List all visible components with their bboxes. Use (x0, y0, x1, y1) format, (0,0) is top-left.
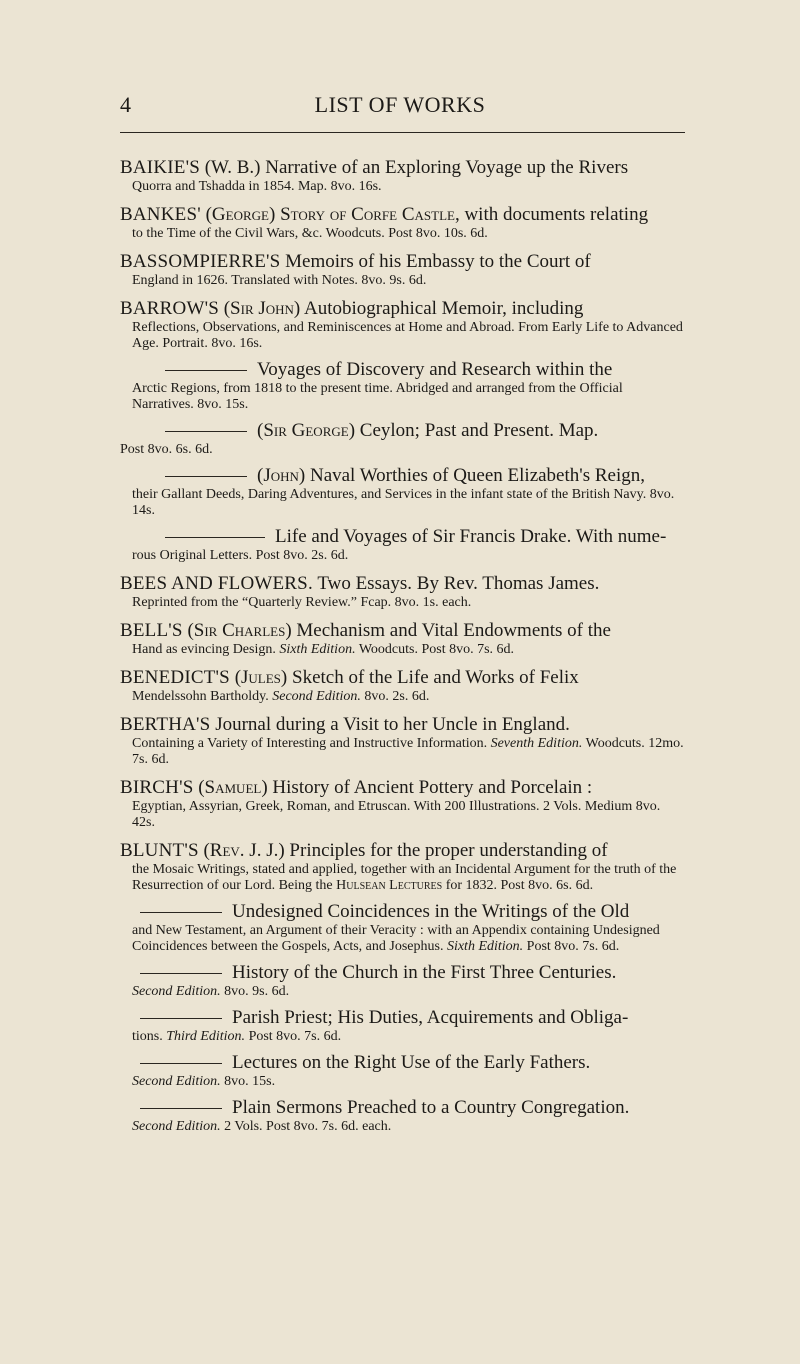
entry-heading (120, 620, 685, 642)
details-text: and New Testament, an Argument of their Veracity : with an Appendix containing Undesigned Coincidences between the Gospels, Acts, and Josephus. (132, 923, 660, 954)
entry-details (120, 923, 685, 955)
entry-title: Principles for the proper understanding of (289, 840, 608, 861)
ditto-dash (140, 1018, 222, 1019)
entry-details (120, 736, 685, 768)
entry-title: History of the Church in the First Three Centuries. (232, 962, 617, 983)
entry-qualifier: (Sir George) (257, 420, 356, 441)
edition-note: Second Edition. (132, 1074, 221, 1089)
entry-author: BLUNT'S (120, 840, 199, 861)
entry-heading (120, 667, 685, 689)
entry-details: Post 8vo. 6s. 6d. (120, 442, 213, 457)
list-entry (120, 962, 685, 1000)
entry-heading (120, 465, 685, 487)
details-text: Hand as evincing Design. (132, 642, 276, 657)
edition-note: Seventh Edition. (490, 736, 583, 751)
ditto-dash (140, 912, 222, 913)
entry-author: BAIKIE'S (120, 157, 200, 178)
entry-heading (120, 1097, 685, 1119)
list-entry (120, 465, 685, 519)
entry-author: BIRCH'S (120, 777, 194, 798)
list-entry (120, 298, 685, 352)
list-entry (120, 1097, 685, 1135)
list-entry (120, 714, 685, 768)
entry-details: their Gallant Deeds, Daring Adventures, and Services in the infant state of the British Navy. 8vo. 14s. (132, 487, 675, 518)
entry-qualifier: (George) (205, 204, 276, 225)
entry-title: Undesigned Coincidences in the Writings of the Old (232, 901, 630, 922)
entry-heading (120, 526, 685, 548)
entry-details: Arctic Regions, from 1818 to the present time. Abridged and arranged from the Official Narratives. 8vo. 15s. (132, 381, 623, 412)
edition-note: Second Edition. (132, 984, 221, 999)
entry-details: rous Original Letters. Post 8vo. 2s. 6d. (132, 548, 349, 563)
ditto-dash (165, 370, 247, 371)
entry-title: Life and Voyages of Sir Francis Drake. With nume- (275, 526, 667, 547)
entry-qualifier: (Rev. J. J.) (203, 840, 285, 861)
ditto-dash (165, 537, 265, 538)
header-rule (120, 132, 685, 133)
entry-details (120, 1119, 685, 1135)
entry-title: Journal during a Visit to her Uncle in England. (215, 714, 570, 735)
entry-title: Lectures on the Right Use of the Early Fathers. (232, 1052, 591, 1073)
details-text: the Mosaic Writings, stated and applied, together with an Incidental Argument for the truth of the Resurrection of our Lord. Being the (132, 862, 677, 893)
works-list (120, 148, 685, 1135)
entry-heading (120, 962, 685, 984)
entry-details (120, 1074, 685, 1090)
list-entry (120, 157, 685, 195)
entry-author: BASSOMPIERRE'S (120, 251, 281, 272)
entry-heading (120, 204, 685, 226)
running-head: LIST OF WORKS (314, 92, 486, 117)
entry-details (120, 1029, 685, 1045)
entry-qualifier: (Jules) (234, 667, 288, 688)
list-entry (120, 620, 685, 658)
entry-heading (120, 359, 685, 381)
details-text-after: Post 8vo. 7s. 6d. (248, 1029, 342, 1044)
entry-details: England in 1626. Translated with Notes. 8vo. 9s. 6d. (132, 273, 427, 288)
entry-heading (120, 251, 685, 273)
entry-author: BELL'S (120, 620, 183, 641)
entry-qualifier: (Sir John) (223, 298, 301, 319)
entry-qualifier: (W. B.) (204, 157, 261, 178)
entry-heading (120, 157, 685, 179)
edition-note: Sixth Edition. (446, 939, 524, 954)
entry-details: Reflections, Observations, and Reminiscences at Home and Abroad. From Early Life to Advanced Age. Portrait. 8vo. 16s. (132, 320, 683, 351)
entry-title: History of Ancient Pottery and Porcelain : (272, 777, 593, 798)
list-entry (120, 420, 685, 458)
entry-author: BERTHA'S (120, 714, 211, 735)
ditto-dash (165, 431, 247, 432)
entry-title: Parish Priest; His Duties, Acquirements and Obliga- (232, 1007, 629, 1028)
entry-heading (120, 840, 685, 862)
entry-title: Naval Worthies of Queen Elizabeth's Reign, (309, 465, 645, 486)
ditto-dash (165, 476, 247, 477)
list-entry (120, 1052, 685, 1090)
lecture-series: Hulsean Lectures (336, 878, 443, 893)
entry-title-smallcaps: Story of Corfe Castle, (280, 204, 460, 225)
ditto-dash (140, 1063, 222, 1064)
entry-qualifier: (Sir Charles) (187, 620, 292, 641)
entry-details: Egyptian, Assyrian, Greek, Roman, and Etruscan. With 200 Illustrations. 2 Vols. Medium 8vo. 42s. (132, 799, 661, 830)
details-text-after: 8vo. 9s. 6d. (224, 984, 290, 999)
entry-heading (120, 1052, 685, 1074)
entry-qualifier: (Samuel) (198, 777, 268, 798)
list-entry (120, 1007, 685, 1045)
details-text: Mendelssohn Bartholdy. (132, 689, 269, 704)
list-entry (120, 251, 685, 289)
entry-title: Narrative of an Exploring Voyage up the Rivers (265, 157, 629, 178)
details-text-after: for 1832. Post 8vo. 6s. 6d. (445, 878, 594, 893)
entry-heading (120, 573, 685, 595)
details-text-after: 8vo. 2s. 6d. (364, 689, 430, 704)
entry-title: Autobiographical Memoir, including (303, 298, 584, 319)
ditto-dash (140, 1108, 222, 1109)
list-entry (120, 777, 685, 831)
entry-title: with documents relating (464, 204, 649, 225)
details-text: Containing a Variety of Interesting and Instructive Information. (132, 736, 488, 751)
entry-title: Two Essays. By Rev. Thomas James. (317, 573, 600, 594)
entry-details (120, 689, 685, 705)
page-number: 4 (120, 92, 131, 117)
ditto-dash (140, 973, 222, 974)
entry-heading (120, 777, 685, 799)
entry-qualifier: (John) (257, 465, 306, 486)
details-text-after: 8vo. 15s. (224, 1074, 276, 1089)
entry-details: Reprinted from the “Quarterly Review.” Fcap. 8vo. 1s. each. (132, 595, 472, 610)
entry-title: Sketch of the Life and Works of Felix (292, 667, 579, 688)
list-entry (120, 840, 685, 894)
edition-note: Third Edition. (166, 1029, 246, 1044)
entry-details (120, 642, 685, 658)
entry-details: Quorra and Tshadda in 1854. Map. 8vo. 16s. (132, 179, 382, 194)
edition-note: Sixth Edition. (279, 642, 356, 657)
edition-note: Second Edition. (272, 689, 361, 704)
entry-title: Ceylon; Past and Present. Map. (359, 420, 599, 441)
entry-heading (120, 420, 685, 442)
details-text: tions. (132, 1029, 163, 1044)
entry-title: Plain Sermons Preached to a Country Congregation. (232, 1097, 630, 1118)
details-text-after: 2 Vols. Post 8vo. 7s. 6d. each. (224, 1119, 392, 1134)
list-entry (120, 204, 685, 242)
entry-title: Voyages of Discovery and Research within the (257, 359, 613, 380)
entry-heading (120, 298, 685, 320)
entry-author: BARROW'S (120, 298, 219, 319)
list-entry (120, 667, 685, 705)
entry-title: Mechanism and Vital Endowments of the (296, 620, 611, 641)
entry-details (120, 862, 685, 894)
entry-author: BENEDICT'S (120, 667, 230, 688)
entry-details: to the Time of the Civil Wars, &c. Woodcuts. Post 8vo. 10s. 6d. (132, 226, 488, 241)
details-text-after: Woodcuts. 12mo. 7s. 6d. (132, 736, 684, 767)
entry-title: Memoirs of his Embassy to the Court of (285, 251, 591, 272)
details-text-after: Post 8vo. 7s. 6d. (526, 939, 620, 954)
entry-author: BANKES' (120, 204, 201, 225)
entry-heading (120, 1007, 685, 1029)
edition-note: Second Edition. (132, 1119, 221, 1134)
list-entry (120, 359, 685, 413)
list-entry (120, 901, 685, 955)
entry-heading (120, 714, 685, 736)
entry-heading (120, 901, 685, 923)
entry-author: BEES AND FLOWERS. (120, 573, 313, 594)
list-entry (120, 526, 685, 564)
details-text-after: Woodcuts. Post 8vo. 7s. 6d. (358, 642, 515, 657)
entry-details (120, 984, 685, 1000)
list-entry (120, 573, 685, 611)
